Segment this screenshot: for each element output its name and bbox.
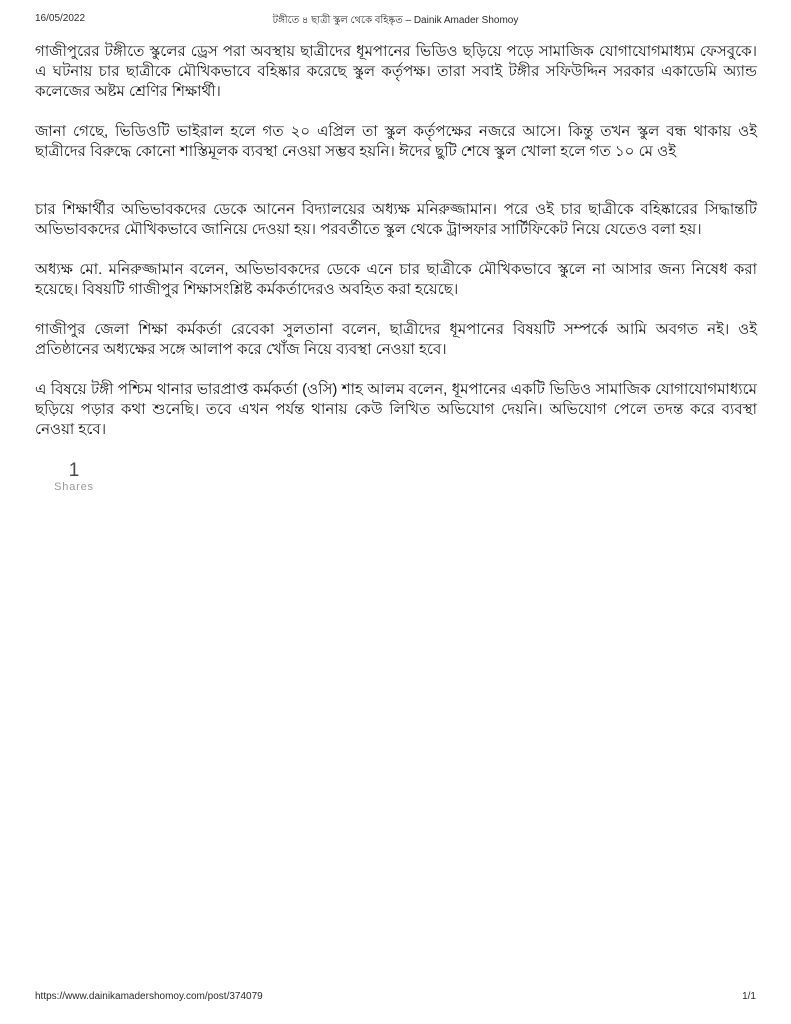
article-body	[35, 42, 757, 496]
share-count: 1	[68, 460, 80, 481]
article-paragraph: অধ্যক্ষ মো. মনিরুজ্জামান বলেন, অভিভাবকদের ডেকে এনে চার ছাত্রীকে মৌখিকভাবে স্কুলে না আসার জন্য নিষেধ করা হয়েছে। বিষয়টি গাজীপুর শিক্ষাসংশ্লিষ্ট কর্মকর্তাদেরও অবহিত করা হয়েছে।	[35, 261, 757, 298]
article-paragraph: জানা গেছে, ভিডিওটি ভাইরাল হলে গত ২০ এপ্রিল তা স্কুল কর্তৃপক্ষের নজরে আসে। কিন্তু তখন স্কুল বন্ধ থাকায় ওই ছাত্রীদের বিরুদ্ধে কোনো শাস্তিমূলক ব্যবস্থা নেওয়া সম্ভব হয়নি। ঈদের ছুটি শেষে স্কুল খোলা হলে গত ১০ মে ওই	[35, 123, 757, 160]
print-header	[35, 13, 756, 27]
article-paragraph: গাজীপুর জেলা শিক্ষা কর্মকর্তা রেবেকা সুলতানা বলেন, ছাত্রীদের ধূমপানের বিষয়টি সম্পর্কে আমি অবগত নই। ওই প্রতিষ্ঠানের অধ্যক্ষের সঙ্গে আলাপ করে খোঁজ নিয়ে ব্যবস্থা নেওয়া হবে।	[35, 321, 757, 358]
article-paragraph: চার শিক্ষার্থীর অভিভাবকদের ডেকে আনেন বিদ্যালয়ের অধ্যক্ষ মনিরুজ্জামান। পরে ওই চার ছাত্রীকে বহিষ্কারের সিদ্ধান্তটি অভিভাবকদের মৌখিকভাবে জানিয়ে দেওয়া হয়। পরবর্তীতে স্কুল থেকে ট্রান্সফার সার্টিফিকেট নিয়ে যেতেও বলা হয়।	[35, 201, 757, 238]
page-number: 1/1	[742, 991, 756, 1002]
source-url: https://www.dainikamadershomoy.com/post/374079	[35, 991, 263, 1002]
blank-ad-slot	[35, 182, 757, 200]
article-paragraph: এ বিষয়ে টঙ্গী পশ্চিম থানার ভারপ্রাপ্ত কর্মকর্তা (ওসি) শাহ আলম বলেন, ধূমপানের একটি ভিডিও সামাজিক যোগাযোগমাধ্যমে ছড়িয়ে পড়ার কথা শুনেছি। তবে এখন পর্যন্ত থানায় কেউ লিখিত অভিযোগ দেয়নি। অভিযোগ পেলে তদন্ত করে ব্যবস্থা নেওয়া হবে।	[35, 381, 757, 438]
print-date: 16/05/2022	[35, 13, 86, 24]
article-paragraph: গাজীপুরের টঙ্গীতে স্কুলের ড্রেস পরা অবস্থায় ছাত্রীদের ধূমপানের ভিডিও ছড়িয়ে পড়ে সামাজিক যোগাযোগমাধ্যম ফেসবুকে। এ ঘটনায় চার ছাত্রীকে মৌখিকভাবে বহিষ্কার করেছে স্কুল কর্তৃপক্ষ। তারা সবাই টঙ্গীর সফিউদ্দিন সরকার একাডেমি অ্যান্ড কলেজের অষ্টম শ্রেণির শিক্ষার্থী।	[35, 43, 757, 100]
share-widget	[54, 460, 94, 494]
share-label: Shares	[54, 481, 94, 493]
page-title: টঙ্গীতে ৪ ছাত্রী স্কুল থেকে বহিষ্কৃত – Dainik Amader Shomoy	[272, 15, 519, 26]
print-footer	[35, 991, 756, 1002]
